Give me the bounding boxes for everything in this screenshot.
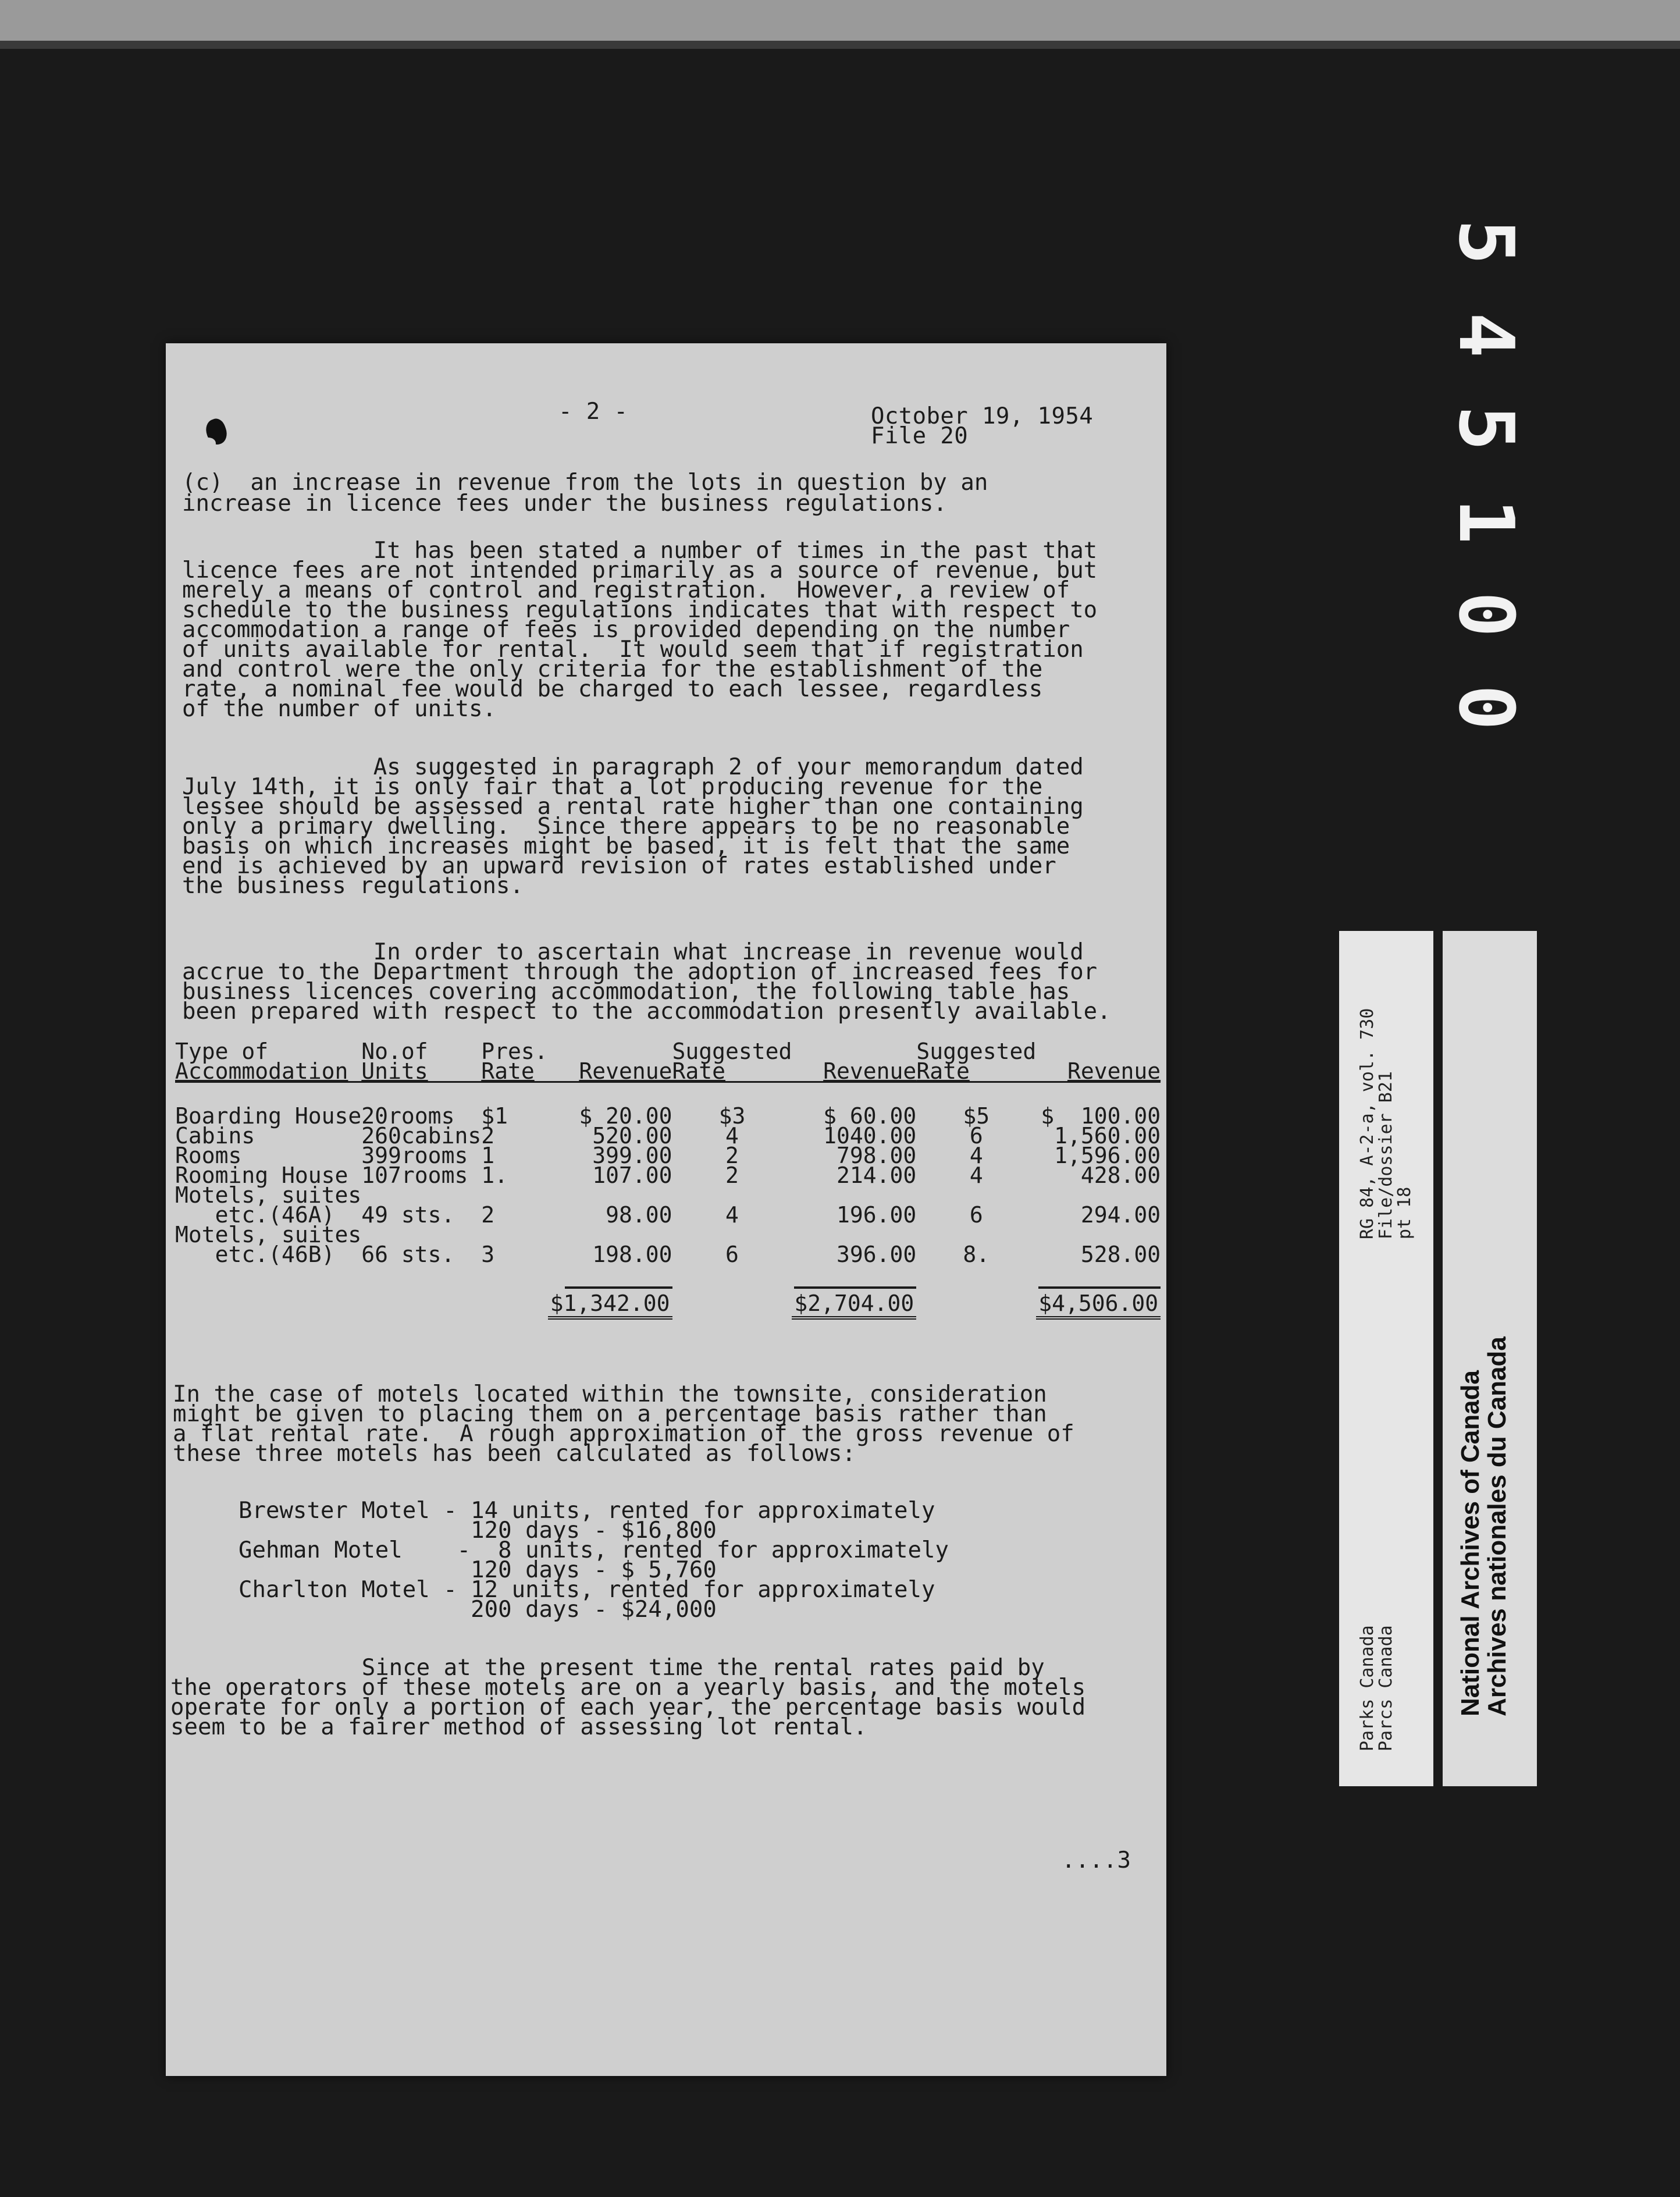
text-line: As suggested in paragraph 2 of your memorandum dated [182, 754, 1084, 780]
text-line: these three motels has been calculated as follows: [173, 1441, 856, 1467]
cell-suggested-rate-1: 2 [725, 1143, 739, 1168]
text-line: might be given to placing them on a percentage basis rather than [173, 1401, 1047, 1427]
text-line: operate for only a portion of each year, the percentage basis would [170, 1694, 1086, 1720]
text-line: (c) an increase in revenue from the lots in question by an [182, 470, 988, 496]
cell-units: 260cabins [361, 1123, 482, 1149]
cell-revenue-2: $ 60.00 [823, 1103, 917, 1129]
cell-suggested-rate-1: 4 [725, 1202, 739, 1228]
text-line: It has been stated a number of times in the past that [182, 538, 1098, 564]
col-header-revenue-2: Revenue [792, 1041, 916, 1082]
ink-blot-highlight [201, 438, 216, 449]
frame-digit: 0 [1442, 684, 1530, 731]
text-line: Since at the present time the rental rates paid by [170, 1655, 1045, 1681]
total-revenue: $1,342.00 [548, 1291, 672, 1320]
paragraph-table-intro [182, 939, 1119, 1025]
archive-frame-number [1442, 198, 1530, 751]
cell-suggested-rate-1: 4 [725, 1123, 739, 1149]
letter-date: October 19, 1954 [871, 403, 1094, 429]
text-line: seem to be a fairer method of assessing lot rental. [170, 1714, 867, 1740]
cell-suggested-rate-2: 4 [969, 1163, 983, 1188]
cell-revenue-3: 294.00 [1080, 1202, 1161, 1228]
agency-name: Parks Canada Parcs Canada [1357, 1625, 1396, 1751]
file-reference: File 20 [871, 423, 969, 449]
sum-rule [794, 1286, 916, 1289]
text-line: In the case of motels located within the townsite, consideration [173, 1381, 1047, 1407]
cell-type: Rooms [175, 1143, 242, 1168]
text-line: schedule to the business regulations indicates that with respect to [182, 597, 1098, 623]
list-item: Brewster Motel - 14 units, rented for approximately [239, 1498, 935, 1524]
text-line: and control were the only criteria for the establishment of the [182, 656, 1043, 682]
cell-units: 399rooms [361, 1143, 468, 1168]
film-border-edge [0, 41, 1680, 49]
cell-pres-rate: 2 [481, 1123, 495, 1149]
cell-pres-rate: $1 [481, 1103, 508, 1129]
page-number: - 2 - [558, 399, 628, 425]
text-line: lessee should be assessed a rental rate higher than one containing [182, 794, 1084, 820]
cell-type: Boarding House [175, 1103, 362, 1129]
cell-units: 49 sts. [361, 1202, 455, 1228]
cell-pres-rate: 3 [481, 1242, 495, 1267]
text-line: July 14th, it is only fair that a lot producing revenue for the [182, 774, 1043, 800]
cell-revenue-3: 528.00 [1080, 1242, 1161, 1267]
table-row [175, 1185, 1161, 1225]
table-row [175, 1225, 1161, 1264]
text-line: accommodation a range of fees is provided depending on the number [182, 617, 1070, 643]
text-line: end is achieved by an upward revision of rates established under [182, 853, 1056, 879]
text-line: merely a means of control and registration. However, a review of [182, 577, 1070, 603]
cell-revenue: $ 20.00 [579, 1103, 672, 1129]
list-item: 120 days - $ 5,760 [239, 1557, 717, 1583]
continuation-marker: ....3 [1062, 1847, 1131, 1874]
col-header-suggested-rate-1: Suggested Rate [672, 1039, 792, 1084]
cell-revenue: 399.00 [592, 1143, 672, 1168]
cell-type: Motels, suites etc.(46A) [175, 1182, 362, 1228]
text-line: been prepared with respect to the accommodation presently available. [182, 998, 1111, 1025]
cell-suggested-rate-2: 4 [969, 1143, 983, 1168]
cell-pres-rate: 1. [481, 1163, 508, 1188]
text-line: of units available for rental. It would seem that if registration [182, 637, 1084, 663]
cell-revenue-2: 396.00 [837, 1242, 917, 1267]
cell-suggested-rate-1: 6 [725, 1242, 739, 1267]
paragraph-licence-fees [182, 538, 1119, 722]
list-item: Charlton Motel - 12 units, rented for approximately [239, 1577, 935, 1603]
cell-revenue: 198.00 [592, 1242, 672, 1267]
cell-revenue: 107.00 [592, 1163, 672, 1188]
cell-suggested-rate-2: 6 [969, 1202, 983, 1228]
cell-revenue-3: 1,596.00 [1054, 1143, 1161, 1168]
col-header-revenue: Revenue [548, 1041, 672, 1082]
record-group-reference: RG 84, A-2-a, vol. 730 File/dossier B21 pt 18 [1357, 1008, 1415, 1239]
frame-digit: 5 [1442, 219, 1530, 265]
cell-revenue-3: $ 100.00 [1041, 1103, 1161, 1129]
subtotal-rule-row [175, 1264, 1161, 1293]
document-page [166, 343, 1166, 2076]
sum-rule [565, 1286, 672, 1289]
archives-name: National Archives of Canada Archives nationales du Canada [1456, 1336, 1511, 1716]
cell-revenue-3: 428.00 [1080, 1163, 1161, 1188]
cell-revenue-3: 1,560.00 [1054, 1123, 1161, 1149]
sum-rule [1038, 1286, 1161, 1289]
frame-digit: 4 [1442, 312, 1530, 358]
col-header-revenue-3: Revenue [1036, 1041, 1161, 1082]
cell-type: Motels, suites etc.(46B) [175, 1222, 362, 1267]
table-header-row [175, 1041, 1161, 1082]
paragraph-memorandum [182, 754, 1119, 899]
motel-revenue-list [239, 1498, 1053, 1623]
cell-suggested-rate-2: $5 [963, 1103, 990, 1129]
list-item: 200 days - $24,000 [239, 1597, 717, 1623]
col-header-suggested-rate-2: Suggested Rate [916, 1039, 1037, 1084]
text-line: a flat rental rate. A rough approximation of the gross revenue of [173, 1421, 1074, 1447]
cell-type: Cabins [175, 1123, 255, 1149]
cell-pres-rate: 2 [481, 1202, 495, 1228]
frame-digit: 1 [1442, 498, 1530, 545]
text-line: increase in licence fees under the business regulations. [182, 490, 947, 517]
col-header-pres-rate: Pres. Rate [481, 1039, 548, 1084]
cell-revenue-2: 1040.00 [823, 1123, 917, 1149]
cell-units: 66 sts. [361, 1242, 455, 1267]
cell-revenue-2: 196.00 [837, 1202, 917, 1228]
cell-suggested-rate-2: 6 [969, 1123, 983, 1149]
text-line: only a primary dwelling. Since there appears to be no reasonable [182, 813, 1070, 840]
cell-revenue: 520.00 [592, 1123, 672, 1149]
cell-revenue-2: 214.00 [837, 1163, 917, 1188]
table-totals-row [175, 1293, 1161, 1313]
film-border-top [0, 0, 1680, 41]
text-line: licence fees are not intended primarily as a source of revenue, but [182, 557, 1098, 584]
cell-revenue-2: 798.00 [837, 1143, 917, 1168]
cell-units: 107rooms [361, 1163, 468, 1188]
paragraph-c [182, 470, 1119, 517]
text-line: of the number of units. [182, 696, 497, 722]
text-line: business licences covering accommodation, the following table has [182, 979, 1070, 1005]
text-line: rate, a nominal fee would be charged to each lessee, regardless [182, 676, 1043, 702]
frame-digit: 5 [1442, 405, 1530, 452]
cell-type: Rooming House [175, 1163, 348, 1188]
cell-units: 20rooms [361, 1103, 455, 1129]
cell-suggested-rate-1: 2 [725, 1163, 739, 1188]
text-line: basis on which increases might be based, it is felt that the same [182, 833, 1070, 859]
text-line: the operators of these motels are on a yearly basis, and the motels [170, 1675, 1086, 1701]
total-revenue-2: $2,704.00 [792, 1291, 916, 1320]
text-line: In order to ascertain what increase in revenue would [182, 939, 1084, 965]
text-line: the business regulations. [182, 873, 524, 899]
list-item: Gehman Motel - 8 units, rented for approximately [239, 1537, 949, 1563]
text-line: accrue to the Department through the adoption of increased fees for [182, 959, 1098, 985]
cell-suggested-rate-1: $3 [718, 1103, 746, 1129]
paragraph-conclusion [170, 1655, 1107, 1740]
list-item: 120 days - $16,800 [239, 1517, 717, 1544]
col-header-type: Type of Accommodation [175, 1041, 361, 1082]
total-revenue-3: $4,506.00 [1036, 1291, 1161, 1320]
col-header-units: No.of Units [361, 1041, 481, 1082]
paragraph-motels [173, 1381, 1109, 1467]
cell-revenue: 98.00 [606, 1202, 672, 1228]
cell-suggested-rate-2: 8. [963, 1242, 990, 1267]
cell-pres-rate: 1 [481, 1143, 495, 1168]
frame-digit: 0 [1442, 591, 1530, 638]
accommodation-table [175, 1039, 1161, 1316]
